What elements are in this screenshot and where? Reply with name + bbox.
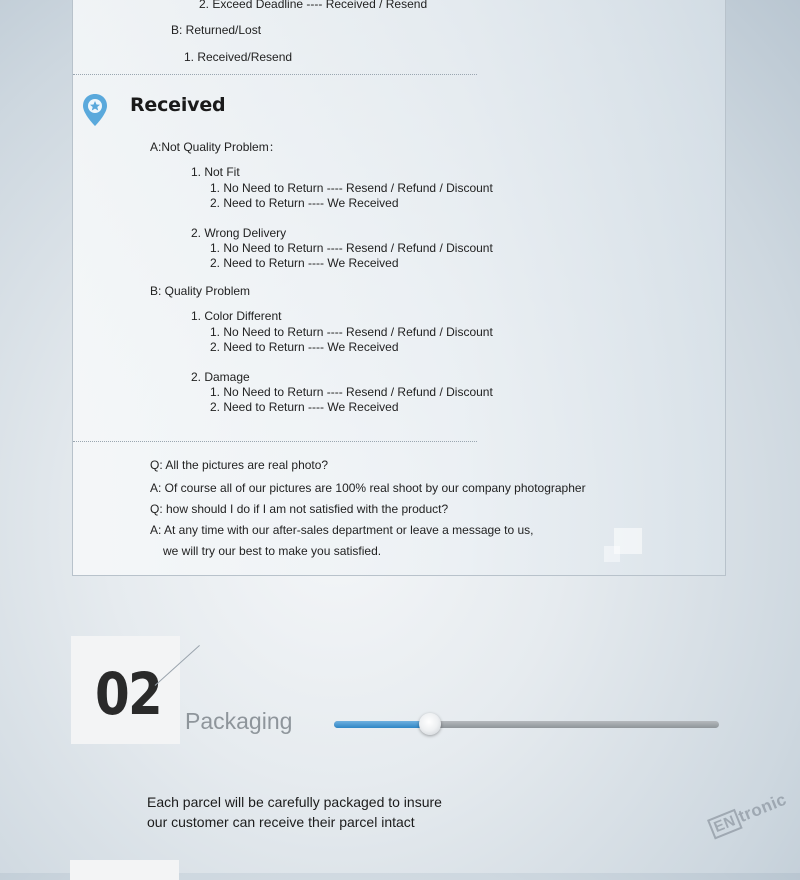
top-line-returned-lost: B: Returned/Lost: [171, 23, 262, 37]
divider: [73, 74, 477, 75]
item-sub: 2. Need to Return ---- We Received: [210, 400, 399, 414]
next-section-number-box: [70, 860, 179, 880]
location-pin-icon: [82, 93, 108, 127]
progress-handle[interactable]: [419, 713, 441, 735]
item-sub: 1. No Need to Return ---- Resend / Refund / Discount: [210, 241, 493, 255]
item-title: 1. Color Different: [191, 309, 282, 323]
item-sub: 2. Need to Return ---- We Received: [210, 256, 399, 270]
section-title-packaging: Packaging: [185, 708, 293, 734]
label-quality-problem: B: Quality Problem: [150, 284, 251, 298]
brand-logo-prefix: EN: [707, 809, 743, 840]
item-sub: 1. No Need to Return ---- Resend / Refund / Discount: [210, 181, 493, 195]
packaging-description-line: Each parcel will be carefully packaged to insure: [147, 794, 442, 810]
faq-answer-continued: we will try our best to make you satisfied.: [163, 544, 382, 558]
section-heading-received: Received: [130, 94, 226, 116]
decorative-square: [604, 546, 620, 562]
top-line-exceed-deadline: 2. Exceed Deadline ---- Received / Resend: [199, 0, 428, 11]
item-sub: 2. Need to Return ---- We Received: [210, 196, 399, 210]
faq-answer: A: At any time with our after-sales department or leave a message to us,: [150, 523, 534, 537]
top-line-received-resend: 1. Received/Resend: [184, 50, 293, 64]
item-title: 1. Not Fit: [191, 165, 240, 179]
item-sub: 2. Need to Return ---- We Received: [210, 340, 399, 354]
item-sub: 1. No Need to Return ---- Resend / Refund / Discount: [210, 385, 493, 399]
policy-panel: [72, 0, 726, 576]
section-number: 02: [95, 660, 161, 728]
divider: [73, 441, 477, 442]
faq-answer: A: Of course all of our pictures are 100% real shoot by our company photographer: [150, 481, 586, 495]
faq-question: Q: how should I do if I am not satisfied with the product?: [150, 502, 449, 516]
progress-fill: [334, 721, 430, 728]
label-not-quality-problem: A:Not Quality Problem：: [150, 140, 281, 154]
packaging-description-line: our customer can receive their parcel intact: [147, 814, 415, 830]
item-title: 2. Damage: [191, 370, 250, 384]
brand-logo-name: tronic: [735, 789, 790, 827]
item-title: 2. Wrong Delivery: [191, 226, 287, 240]
item-sub: 1. No Need to Return ---- Resend / Refund / Discount: [210, 325, 493, 339]
brand-logo: [707, 790, 790, 840]
faq-question: Q: All the pictures are real photo?: [150, 458, 329, 472]
